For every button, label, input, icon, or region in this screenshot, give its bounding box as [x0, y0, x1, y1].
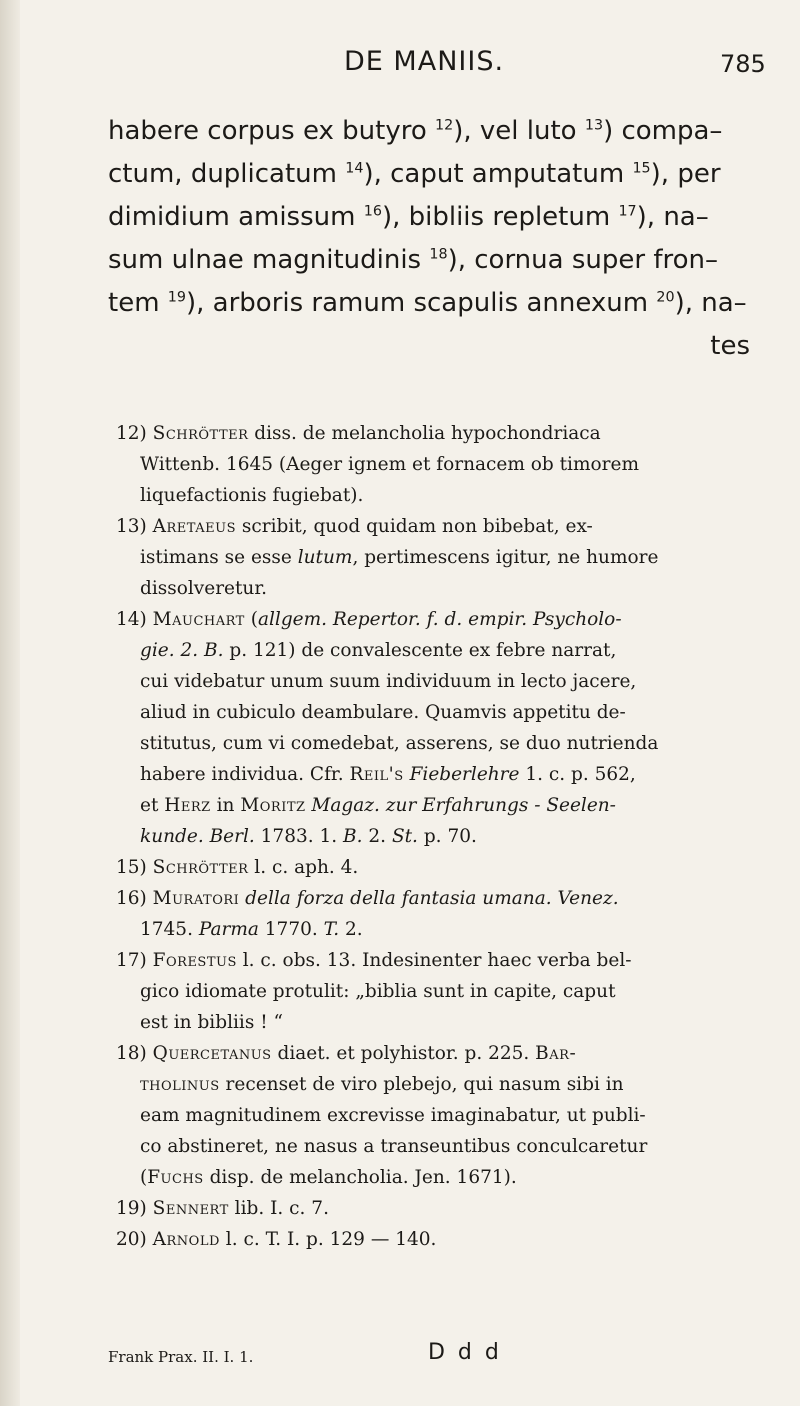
body-line: sum ulnae magnitudinis $^{18}$), cornua super fron– [108, 245, 718, 275]
footnotes [116, 418, 756, 1255]
footnote-14: 14) Mauchart (allgem. Repertor. f. d. empir. Psycholo- gie. 2. B. p. 121) de convalescente ex febre narrat, cui videbatur unum suum individuum in lecto jacere, aliud in cubiculo deambulare. Quamvis appetitu de- stitutus, cum vi comedebat, asserens, se duo nutrienda habere individua. Cfr. Reil's Fieberlehre 1. c. p. 562, et Herz in Moritz Magaz. zur Erfahrungs - Seelen- kunde. Berl. 1783. 1. B. 2. St. p. 70. [116, 609, 659, 847]
footnote-19: 19) Sennert lib. I. c. 7. [116, 1198, 329, 1219]
footnote-20: 20) Arnold l. c. T. I. p. 129 — 140. [116, 1229, 437, 1250]
page-header [0, 46, 800, 86]
footnote-12: 12) Schrötter diss. de melancholia hypochondriaca Wittenb. 1645 (Aeger ignem et fornacem ob timorem liquefactionis fugiebat). [116, 423, 639, 506]
page-number: 785 [720, 50, 766, 78]
footnote-17: 17) Forestus l. c. obs. 13. Indesinenter haec verba bel- gico idiomate protulit: „biblia sunt in capite, caput est in bibliis ! “ [116, 950, 632, 1033]
body-line: ctum, duplicatum $^{14}$), caput amputatum $^{15}$), per [108, 159, 721, 189]
imprint-line: Frank Prax. II. I. 1. [108, 1348, 254, 1366]
footnote-15: 15) Schrötter l. c. aph. 4. [116, 857, 359, 878]
footnote-13: 13) Aretaeus scribit, quod quidam non bibebat, ex- istimans se esse lutum, pertimescens igitur, ne humore dissolveretur. [116, 516, 659, 599]
footnote-18: 18) Quercetanus diaet. et polyhistor. p. 225. Bar- tholinus recenset de viro plebejo, qui nasum sibi in eam magnitudinem excrevisse imaginabatur, ut publi- co abstineret, ne nasus a transeuntibus conculcaretur (Fuchs disp. de melancholia. Jen. 1671). [116, 1043, 648, 1188]
body-line: dimidium amissum $^{16}$), bibliis repletum $^{17}$), na– [108, 202, 709, 232]
signature-mark: D d d [428, 1340, 502, 1365]
running-title: DE MANIIS. [344, 46, 505, 77]
footnote-16: 16) Muratori della forza della fantasia umana. Venez. 1745. Parma 1770. T. 2. [116, 888, 619, 940]
catchword: tes [710, 331, 750, 361]
body-line: habere corpus ex butyro $^{12}$), vel luto $^{13}$) compa– [108, 116, 723, 146]
body-text [108, 110, 768, 368]
page-gutter [0, 0, 20, 1406]
body-line: tem $^{19}$), arboris ramum scapulis annexum $^{20}$), na– [108, 288, 747, 318]
